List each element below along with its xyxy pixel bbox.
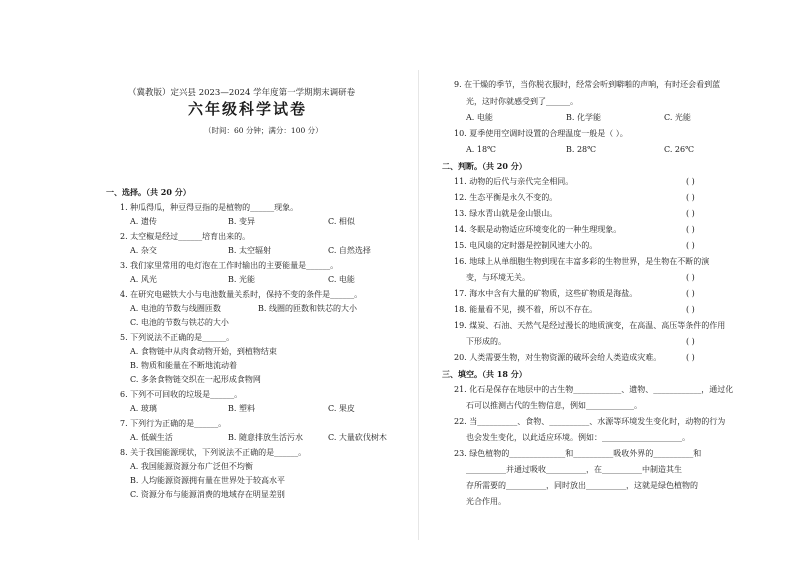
q6-option-b: B. 塑料 <box>228 404 255 413</box>
q9-option-c: C. 光能 <box>664 113 691 122</box>
question-22-line-2: 也会发生变化，以此适应环境。例如：____________________。 <box>466 433 690 442</box>
answer-bracket-13: ( ) <box>686 209 695 218</box>
question-22-line-1: 22. 当__________、食物、__________、水源等环境发生变化时，动物的行为 <box>454 417 726 426</box>
answer-bracket-19: ( ) <box>686 337 695 346</box>
q4-option-b: B. 线圈的匝数和铁芯的大小 <box>258 304 357 313</box>
question-13: 13. 绿水青山就是金山银山。 <box>454 209 558 218</box>
question-4: 4. 在研究电磁铁大小与电池数量关系时，保持不变的条件是______。 <box>120 290 363 299</box>
q3-option-c: C. 电能 <box>328 275 355 284</box>
q7-option-a: A. 低碳生活 <box>130 433 173 442</box>
answer-bracket-17: ( ) <box>686 289 695 298</box>
q5-option-a: A. 食物链中从肉食动物开始，到植物结束 <box>130 347 277 356</box>
question-11: 11. 动物的后代与亲代完全相同。 <box>454 177 574 186</box>
q10-option-a: A. 18℃ <box>466 145 496 154</box>
q3-option-a: A. 风光 <box>130 275 157 284</box>
section-judge-heading: 二、判断。（共 20 分） <box>442 161 527 171</box>
answer-bracket-14: ( ) <box>686 225 695 234</box>
question-21-line-2: 石可以推测古代的生物信息，例如____________。 <box>466 401 642 410</box>
question-14: 14. 冬眠是动物适应环境变化的一种生理现象。 <box>454 225 622 234</box>
page-title: 六年级科学试卷 <box>188 100 308 118</box>
question-7: 7. 下列行为正确的是______。 <box>120 419 227 428</box>
question-20: 20. 人类需要生物，对生物资源的破坏会给人类造成灾难。 <box>454 353 662 362</box>
q5-option-c: C. 多条食物链交织在一起形成食物网 <box>130 375 261 384</box>
question-23-line-1: 23. 绿色植物的______________和__________吸收外界的__________和 <box>454 449 702 458</box>
question-23-line-2: __________并通过吸收__________，在__________中制造其生 <box>466 465 682 474</box>
q10-option-c: C. 26℃ <box>664 145 695 154</box>
question-16-line-2: 变，与环境无关。 <box>466 273 530 282</box>
answer-bracket-15: ( ) <box>686 241 695 250</box>
answer-bracket-16: ( ) <box>686 273 695 282</box>
q8-option-c: C. 资源分布与能源消费的地域存在明显差别 <box>130 490 285 499</box>
q6-option-c: C. 果皮 <box>328 404 355 413</box>
question-16-line-1: 16. 地球上从单细胞生物到现在丰富多彩的生物世界，是生物在不断的演 <box>454 257 710 266</box>
question-12: 12. 生态平衡是永久不变的。 <box>454 193 558 202</box>
q7-option-c: C. 大量砍伐树木 <box>328 433 387 442</box>
question-19-line-1: 19. 煤炭、石油、天然气是经过漫长的地质演变，在高温、高压等条件的作用 <box>454 321 726 330</box>
section-choice-heading: 一、选择。（共 20 分） <box>106 187 191 197</box>
q8-option-b: B. 人均能源资源拥有量在世界处于较高水平 <box>130 476 285 485</box>
q1-option-b: B. 变异 <box>228 217 255 226</box>
question-2: 2. 太空椒是经过______培育出来的。 <box>120 232 251 241</box>
question-21-line-1: 21. 化石是保存在地层中的古生物____________、遗物、____________，通过化 <box>454 385 734 394</box>
question-23-line-3: 存所需要的__________，同时放出__________，这就是绿色植物的 <box>466 481 698 490</box>
answer-bracket-11: ( ) <box>686 177 695 186</box>
q3-option-b: B. 光能 <box>228 275 255 284</box>
question-10: 10. 夏季使用空调时设置的合理温度一般是（ ）。 <box>454 129 628 138</box>
q2-option-b: B. 太空辐射 <box>228 246 271 255</box>
q10-option-b: B. 28℃ <box>566 145 597 154</box>
q7-option-b: B. 随意排放生活污水 <box>228 433 303 442</box>
question-18: 18. 能量看不见，摸不着，所以不存在。 <box>454 305 598 314</box>
answer-bracket-12: ( ) <box>686 193 695 202</box>
section-fill-heading: 三、填空。（共 18 分） <box>442 369 527 379</box>
question-9-line-2: 光，这时你就感受到了______。 <box>466 97 578 106</box>
question-5: 5. 下列说法不正确的是______。 <box>120 333 235 342</box>
question-6: 6. 下列不可回收的垃圾是______。 <box>120 390 243 399</box>
exam-source: （冀教版）定兴县 2023—2024 学年度第一学期期末调研卷 <box>128 88 356 98</box>
question-19-line-2: 下形成的。 <box>466 337 506 346</box>
q1-option-c: C. 相似 <box>328 217 355 226</box>
answer-bracket-18: ( ) <box>686 305 695 314</box>
q9-option-b: B. 化学能 <box>566 113 601 122</box>
question-8: 8. 关于我国能源现状，下列说法不正确的是______。 <box>120 448 307 457</box>
question-23-line-4: 光合作用。 <box>466 497 506 506</box>
q8-option-a: A. 我国能源资源分布广泛但不均衡 <box>130 462 253 471</box>
q1-option-a: A. 遗传 <box>130 217 157 226</box>
q6-option-a: A. 玻璃 <box>130 404 157 413</box>
answer-bracket-20: ( ) <box>686 353 695 362</box>
time-note: （时间：60 分钟；满分：100 分） <box>204 126 323 135</box>
question-3: 3. 我们家里常用的电灯泡在工作时输出的主要能量是______。 <box>120 261 339 270</box>
q2-option-c: C. 自然选择 <box>328 246 371 255</box>
question-17: 17. 海水中含有大量的矿物质，这些矿物质是海盐。 <box>454 289 638 298</box>
q2-option-a: A. 杂交 <box>130 246 157 255</box>
q4-option-c: C. 电池的节数与铁芯的大小 <box>130 318 229 327</box>
column-divider <box>418 70 419 540</box>
q9-option-a: A. 电能 <box>466 113 493 122</box>
question-15: 15. 电风扇的定时器是控制风速大小的。 <box>454 241 598 250</box>
q4-option-a: A. 电池的节数与线圈匝数 <box>130 304 221 313</box>
question-9-line-1: 9. 在干燥的季节，当你脱衣服时，经常会听到噼啪的声响，有时还会看到蓝 <box>454 80 721 89</box>
q5-option-b: B. 物质和能量在不断地流动着 <box>130 361 237 370</box>
question-1: 1. 种瓜得瓜，种豆得豆指的是植物的______现象。 <box>120 203 299 212</box>
